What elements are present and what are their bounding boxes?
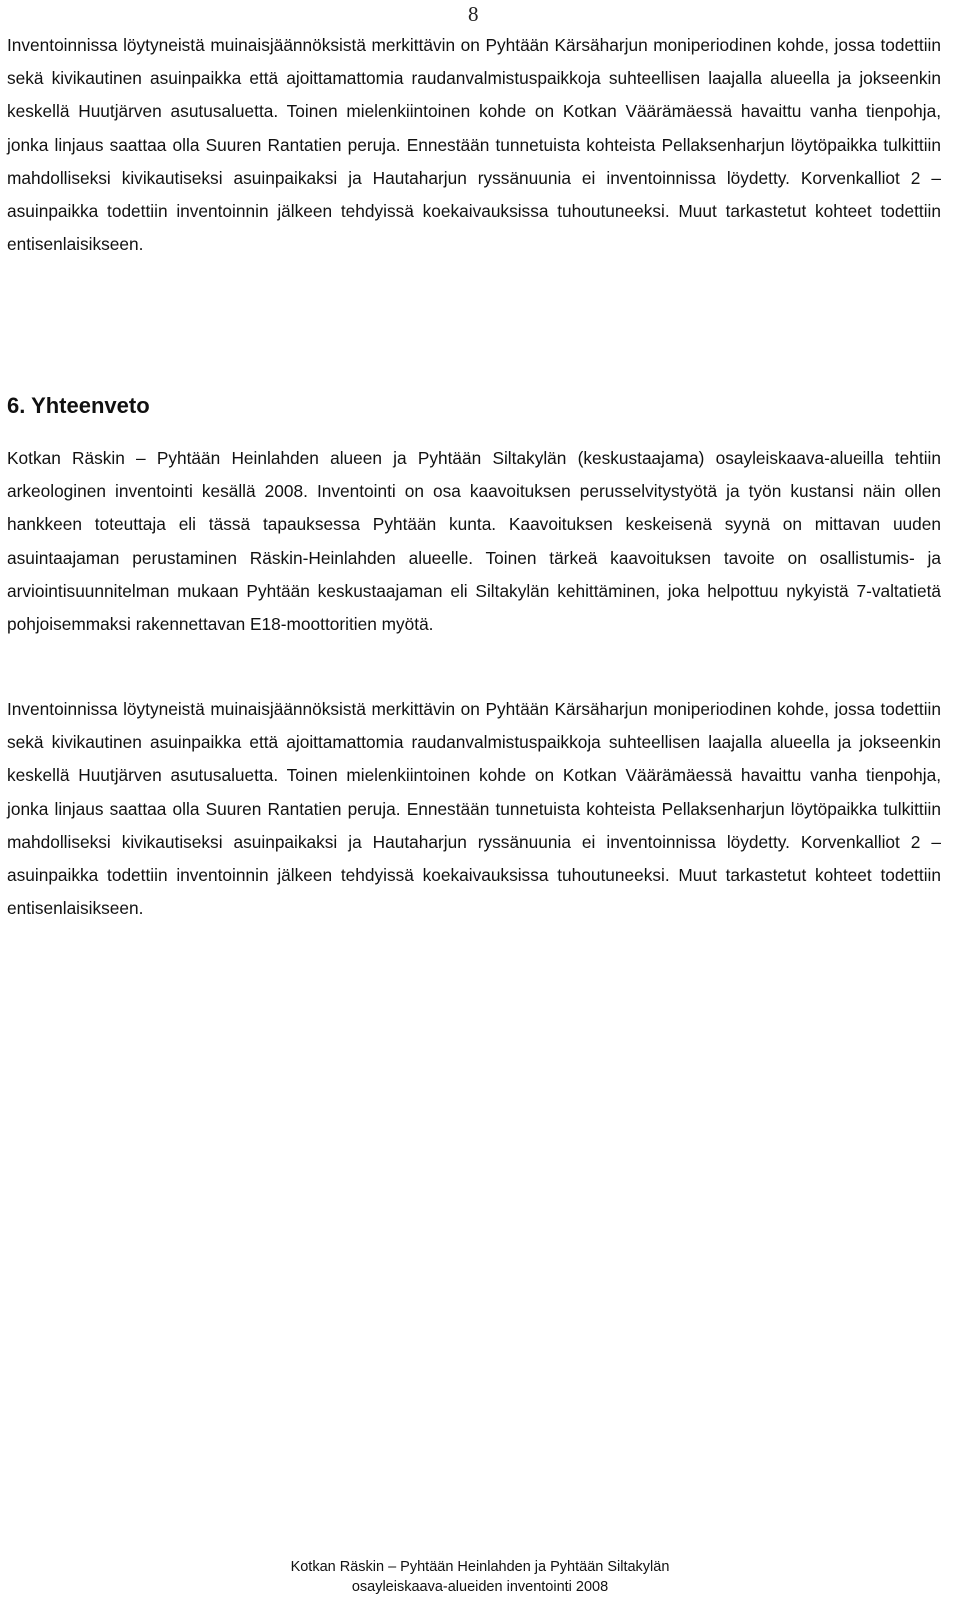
footer-line-1: Kotkan Räskin – Pyhtään Heinlahden ja Pyhtään Siltakylän — [290, 1559, 670, 1575]
paragraph-summary: Kotkan Räskin – Pyhtään Heinlahden alueen ja Pyhtään Siltakylän (keskustaajama) osayleiskaava-alueilla tehtiin arkeologinen inventointi kesällä 2008. Inventointi on osa kaavoituksen perusselvitystyötä ja työn kustansi näin ollen hankkeen toteuttaja eli tässä tapauksessa Pyhtään kunta. Kaavoituksen keskeisenä syynä on mittavan uuden asuintaajaman perustaminen Räskin-Heinlahden alueelle. Toinen tärkeä kaavoituksen tavoite on osallistumis- ja arviointisuunnitelman mukaan Pyhtään keskustaajaman eli Siltakylän kehittäminen, joka helpottuu nykyistä 7-valtatietä pohjoisemmaksi rakennettavan E18-moottoritien myötä. — [7, 448, 941, 635]
paragraph-findings-top: Inventoinnissa löytyneistä muinaisjäännöksistä merkittävin on Pyhtään Kärsäharjun moniperiodinen kohde, jossa todettiin sekä kivikautinen asuinpaikka että ajoittamattomia raudanvalmistuspaikkoja suhteellisen laajalla alueella ja jokseenkin keskellä Huutjärven asutusaluetta. Toinen mielenkiintoinen kohde on Kotkan Väärämäessä havaittu vanha tienpohja, jonka linjaus saattaa olla Suuren Rantatien peruja. Ennestään tunnetuista kohteista Pellaksenharjun löytöpaikka tulkittiin mahdolliseksi kivikautiseksi asuinpaikaksi ja Hautaharjun ryssänuunia ei inventoinnissa löydetty. Korvenkalliot 2 –asuinpaikka todettiin inventoinnin jälkeen tehdyissä koekaivauksissa tuhoutuneeksi. Muut tarkastetut kohteet todettiin entisenlaisikseen. — [7, 35, 941, 255]
page-number: 8 — [468, 2, 479, 26]
footer-line-2: osayleiskaava-alueiden inventointi 2008 — [351, 1579, 609, 1595]
paragraph-findings-bottom: Inventoinnissa löytyneistä muinaisjäännöksistä merkittävin on Pyhtään Kärsäharjun moniperiodinen kohde, jossa todettiin sekä kivikautinen asuinpaikka että ajoittamattomia raudanvalmistuspaikkoja suhteellisen laajalla alueella ja jokseenkin keskellä Huutjärven asutusaluetta. Toinen mielenkiintoinen kohde on Kotkan Väärämäessä havaittu vanha tienpohja, jonka linjaus saattaa olla Suuren Rantatien peruja. Ennestään tunnetuista kohteista Pellaksenharjun löytöpaikka tulkittiin mahdolliseksi kivikautiseksi asuinpaikaksi ja Hautaharjun ryssänuunia ei inventoinnissa löydetty. Korvenkalliot 2 –asuinpaikka todettiin inventoinnin jälkeen tehdyissä koekaivauksissa tuhoutuneeksi. Muut tarkastetut kohteet todettiin entisenlaisikseen. — [7, 699, 941, 919]
section-heading: 6. Yhteenveto — [7, 393, 150, 418]
page-footer — [0, 1557, 960, 1597]
